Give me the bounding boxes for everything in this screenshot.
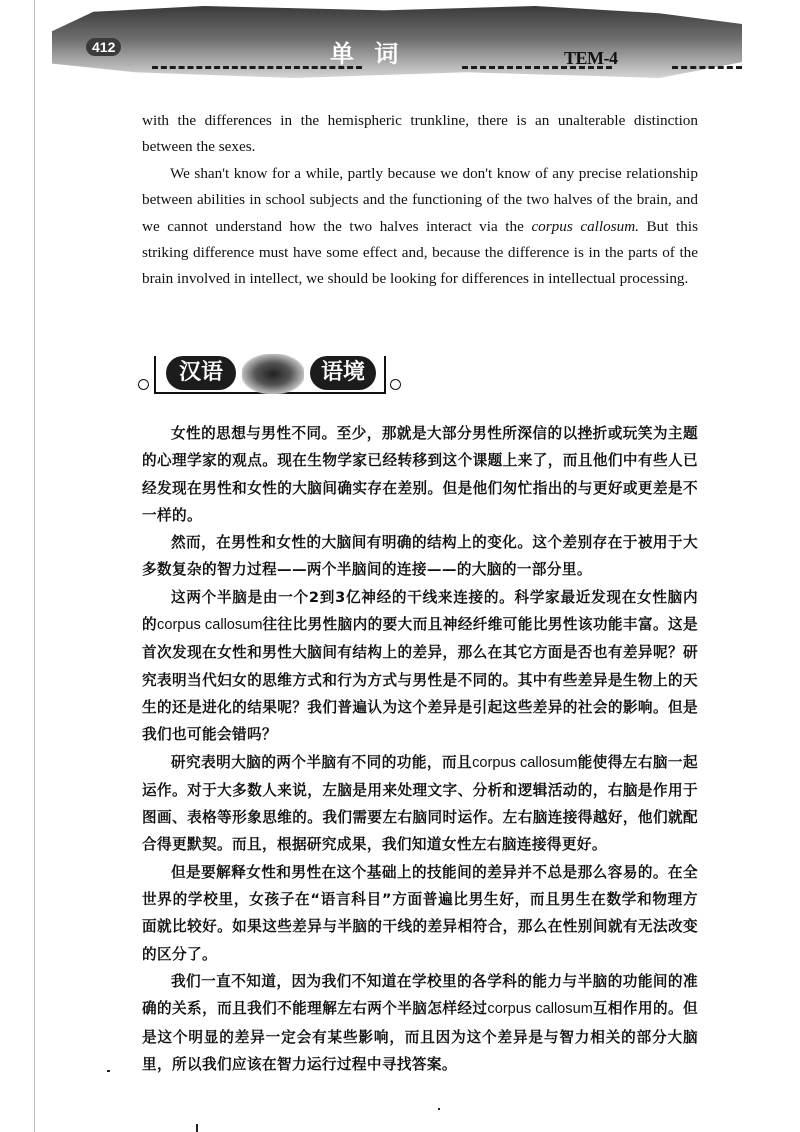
ink-blot-icon <box>242 354 304 394</box>
chinese-paragraph <box>142 749 698 859</box>
section-heading <box>138 352 408 404</box>
chinese-passage <box>142 420 698 1078</box>
heading-dot-right <box>390 379 401 390</box>
chinese-text: 这两个半脑是由一个2到3亿神经的干线来连接的。科学家最近发现在女性脑内的 <box>142 588 698 634</box>
scan-speck <box>107 1070 110 1072</box>
header-series-code: TEM-4 <box>564 48 618 68</box>
term-corpus-callosum: corpus callosum <box>157 617 263 634</box>
header-section-title: 单 词 <box>330 40 405 68</box>
chinese-text: 往往比男性脑内的要大而且神经纤维可能比男性该功能丰富。这是首次发现在女性和男性大脑间有结构上的差异，那么在其它方面是否也有差异呢？研究表明当代妇女的思维方式和行为方式与男性是不同的。其中有些差异是生物上的天生的还是进化的结果呢？我们普遍认为这个差异是引起这些差异的社会的影响。但是我们也可能会错吗？ <box>142 616 698 744</box>
chinese-text: 我们一直不知道，因为我们不知道在学校里的各学科的能力与半脑的功能间的准确的关系，而且我们不能理解左右两个半脑怎样经过 <box>142 972 698 1018</box>
chinese-paragraph: 然而，在男性和女性的大脑间有明确的结构上的变化。这个差别存在于被用于大多数复杂的智力过程——两个半脑间的连接——的大脑的一部分里。 <box>142 534 698 579</box>
term-corpus-callosum: corpus callosum <box>487 1001 593 1018</box>
page-margin-line <box>34 0 35 1132</box>
heading-dot-left <box>138 379 149 390</box>
english-paragraph: with the differences in the hemispheric trunkline, there is an unalterable distinction between the sexes. <box>142 112 698 156</box>
chinese-paragraph <box>142 968 698 1078</box>
chinese-paragraph: 但是要解释女性和男性在这个基础上的技能间的差异并不总是那么容易的。在全世界的学校里，女孩子在“语言科目”方面普遍比男生好，而且男生在数学和物理方面就比较好。如果这些差异与半脑的干线的差异相符合，那么在性别间就有无法改变的区分了。 <box>142 863 698 963</box>
english-paragraph <box>142 161 698 293</box>
scan-speck <box>438 1108 440 1110</box>
chinese-paragraph <box>142 584 698 749</box>
english-text: But this striking difference must have some effect and, because the difference is in the parts of the brain involved in intellect, we should be looking for differences in intellectual processing. <box>142 217 699 288</box>
page-number: 412 <box>86 38 121 56</box>
chinese-text: 能使得左右脑一起运作。对于大多数人来说，左脑是用来处理文字、分析和逻辑活动的，右脑是作用于图画、表格等形象思维的。我们需要左右脑同时运作。左右脑连接得越好，他们就配合得更默契。而且，根据研究成果，我们知道女性左右脑连接得更好。 <box>142 753 698 854</box>
term-corpus-callosum: corpus callosum. <box>531 217 639 235</box>
heading-label-left: 汉语 <box>166 356 236 390</box>
english-passage <box>142 108 698 293</box>
chinese-text: 互相作用的。但是这个明显的差异一定会有某些影响，而且因为这个差异是与智力相关的部分大脑里，所以我们应该在智力运行过程中寻找答案。 <box>142 1000 698 1073</box>
english-text: We shan't know for a while, partly because we don't know of any precise relationship between abilities in school subjects and the functioning of the two halves of the brain, and we cannot understand how the two halves interact via the <box>142 164 698 235</box>
chinese-text: 研究表明大脑的两个半脑有不同的功能，而且 <box>171 753 473 771</box>
chinese-paragraph: 女性的思想与男性不同。至少，那就是大部分男性所深信的以挫折或玩笑为主题的心理学家的观点。现在生物学家已经转移到这个课题上来了，而且他们中有些人已经发现在男性和女性的大脑间确实存在差别。但是他们匆忙指出的与更好或更差是不一样的。 <box>142 425 698 524</box>
heading-label-right: 语境 <box>310 356 376 390</box>
term-corpus-callosum: corpus callosum <box>472 754 578 771</box>
header-dash-right <box>672 66 742 71</box>
scan-speck <box>196 1124 198 1132</box>
